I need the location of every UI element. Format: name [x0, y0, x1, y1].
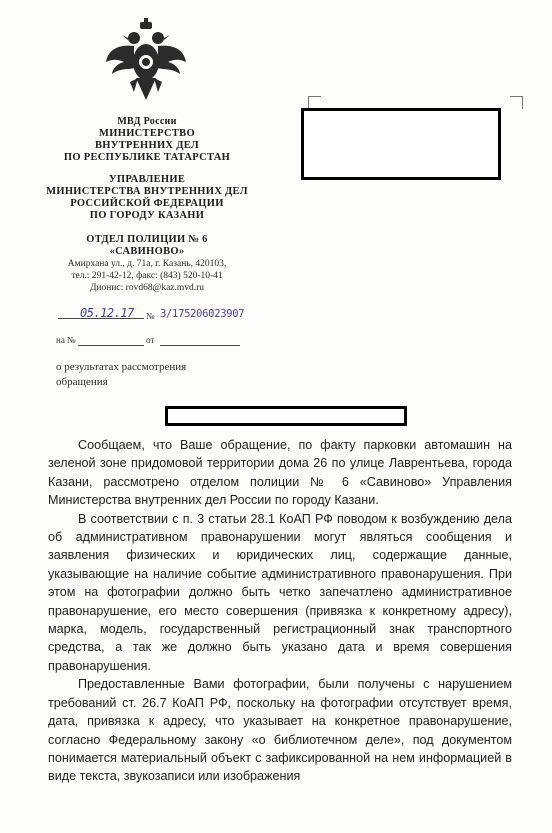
org-short-name: МВД России	[117, 116, 177, 127]
org-line-republic: ПО РЕСПУБЛИКЕ ТАТАРСТАН	[63, 152, 231, 163]
subject-block	[56, 360, 186, 390]
dept-line-4: ПО ГОРОДУ КАЗАНИ	[89, 210, 205, 221]
body-paragraph-1: Сообщаем, что Ваше обращение, по факту парковки автомашин на зеленой зоне придомовой территории дома 26 по улице Лаврентьева, города Казани, рассмотрено отделом полиции № 6 «Савиново» Управления Министерства внутренних дел России по городу Казани.	[48, 438, 512, 508]
redacted-recipient-box	[301, 108, 501, 180]
letter-body	[48, 436, 512, 786]
number-sign: №	[146, 311, 155, 321]
dept-line-3: РОССИЙСКОЙ ФЕДЕРАЦИИ	[70, 198, 224, 209]
dept-line-2: МИНИСТЕРСТВА ВНУТРЕННИХ ДЕЛ	[46, 186, 248, 197]
subject-line-1: о результатах рассмотрения	[56, 361, 187, 373]
reference-line	[56, 335, 246, 349]
reference-number-blank	[78, 345, 144, 346]
recipient-corner-top-right	[510, 96, 523, 109]
body-paragraph-3: Предоставленные Вами фотографии, были получены с нарушением требований ст. 26.7 КоАП РФ, поскольку на фотографии отсутствует время, дата, привязка к адресу, что указывает на конкретное правонарушение, согласно Федеральному закону «о библиотечном деле», под документом понимается материальный объект с зафиксированной на нем информацией в виде текста, звукозаписи или изображения	[48, 677, 512, 784]
registration-line	[56, 306, 276, 326]
office-district: «САВИНОВО»	[109, 246, 185, 257]
phone-line: тел.: 291-42-12, факс: (843) 520-10-41	[71, 271, 223, 281]
subject-line-2: обращения	[56, 376, 108, 388]
org-line-internal: ВНУТРЕННИХ ДЕЛ	[94, 140, 200, 151]
email-line: Дионис: rovd68@kaz.mvd.ru	[89, 283, 205, 293]
reference-on-label: на №	[56, 335, 76, 345]
reference-date-blank	[160, 345, 240, 346]
office-name: ОТДЕЛ ПОЛИЦИИ № 6	[86, 234, 208, 245]
org-line-ministry: МИНИСТЕРСТВО	[99, 128, 195, 139]
dept-line-1: УПРАВЛЕНИЕ	[108, 174, 186, 185]
redacted-addressee-box	[165, 406, 407, 426]
address-line: Амирхана ул., д. 71а, г. Казань, 420103,	[67, 259, 227, 269]
registration-date: 05.12.17	[80, 306, 134, 320]
eagle-emblem-icon	[104, 18, 188, 104]
date-underline	[58, 318, 144, 319]
body-paragraph-2: В соответствии с п. 3 статьи 28.1 КоАП РФ поводом к возбуждению дела об административном правонарушении могут являться сообщения и заявления физических и юридических лиц, содержащие данные, указывающие на наличие событие административного правонарушения. При этом на фотографии должно быть четко запечатлено административное правонарушение, его место совершения (привязка к конкретному адресу), марка, модель, государственный регистрационный знак транспортного средства, а так же должно быть указано дата и время совершения правонарушения.	[48, 511, 512, 673]
reference-from-label: от	[146, 335, 155, 345]
registration-number: 3/175206023907	[160, 308, 245, 320]
